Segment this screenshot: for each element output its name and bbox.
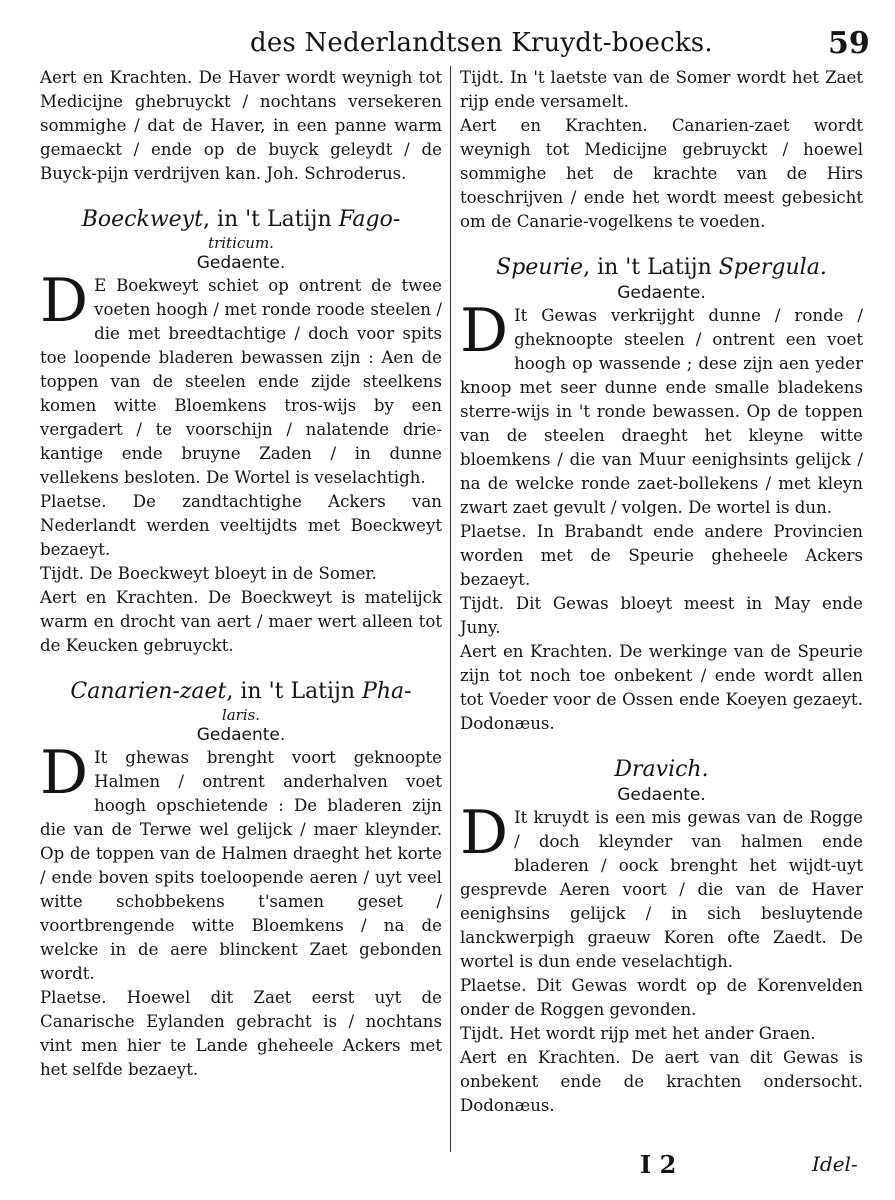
speurie-gedaente-paragraph — [460, 296, 863, 520]
boeckweyt-gedaente-text: E Boekweyt schiet op ontrent de twee voeten hoogh / met ronde roode steelen / die met breedtachtige / doch voor spits toe loopende bladeren bewassen zijn : Aen de toppen van de steelen ende zijde steelkens komen witte Bloemkens tros-wijs by een vergadert / te voorschijn / nalatende drie-kantige ende bruyne Zaden / in dunne vellekens besloten. De Wortel is veselachtigh. — [40, 276, 442, 487]
speurie-title-latin: Spergula. — [718, 255, 827, 280]
speurie-heading — [460, 254, 863, 282]
dravich-gedaente-text: It kruydt is een mis gewas van de Rogge / doch kleynder van halmen ende bladeren / oock brenght het wijdt-uyt gesprevde Aeren voort / die van de Haver eenighsins gelijck / in sich besluytende lanckwerpigh graeuw Koren ofte Zaedt. De wortel is dun ende veselachtigh. — [460, 808, 863, 971]
canarien-tijdt-paragraph: Tijdt. In 't laetste van de Somer wordt het Zaet rijp ende versamelt. — [460, 68, 863, 111]
dravich-heading — [460, 756, 863, 784]
running-head: des Nederlandtsen Kruydt-boecks. — [250, 28, 713, 58]
canarien-subtitle: laris. — [221, 706, 261, 724]
canarien-aert-paragraph: Aert en Krachten. Canarien-zaet wordt weynigh tot Medicijne gebruyckt / hoewel sommighe het de krachte van de Hirs toeschrijven / ende het wordt meest gebesicht om de Canarie-vogelkens te voeden. — [460, 116, 863, 231]
speurie-title-main: Speurie — [496, 255, 584, 280]
speurie-gedaente-label: Gedaente. — [617, 283, 706, 303]
boeckweyt-heading — [40, 206, 442, 234]
dravich-aert-paragraph: Aert en Krachten. De aert van dit Gewas is onbekent ende de krachten ondersocht. Dodonæus. — [460, 1048, 863, 1115]
boeckweyt-gedaente-label: Gedaente. — [196, 253, 286, 273]
right-column — [460, 66, 863, 1156]
boeckweyt-title-main: Boeckweyt — [81, 207, 203, 232]
haver-aert-paragraph: Aert en Krachten. De Haver wordt weynigh tot Medicijne ghebruyckt / nochtans versekeren sommighe / dat de Haver, in een panne warm gemaeckt / ende op de buyck geleydt / de Buyck-pijn verdrijven kan. Joh. Schroderus. — [40, 68, 442, 183]
signature-mark: I 2 — [640, 1150, 677, 1179]
column-divider — [450, 66, 451, 1152]
speurie-plaetse-paragraph: Plaetse. In Brabandt ende andere Provincien worden met de Speurie gheheele Ackers bezaeyt. — [460, 522, 863, 589]
dravich-plaetse-paragraph: Plaetse. Dit Gewas wordt op de Korenvelden onder de Roggen gevonden. — [460, 976, 863, 1019]
boeckweyt-aert-paragraph: Aert en Krachten. De Boeckweyt is matelijck warm en drocht van aert / maer wert alleen tot de Keucken gebruyckt. — [40, 588, 442, 655]
dravich-tijdt-paragraph: Tijdt. Het wordt rijp met het ander Graen. — [460, 1024, 816, 1043]
canarien-gedaente-paragraph — [40, 738, 442, 986]
canarien-gedaente-label: Gedaente. — [196, 725, 286, 745]
speurie-gedaente-text: It Gewas verkrijght dunne / ronde / gheknoopte steelen / ontrent een voet hoogh op wassende ; dese zijn aen yeder knoop met seer dunne ende smalle bladekens sterre-wijs in 't ronde bewassen. Op de toppen van de steelen draeght het kleyne witte bloemkens / die van Muur eenighsints gelijck / na de welcke ronde zaet-bollekens / met kleyn zwart zaet gevult / volgen. De wortel is dun. — [460, 306, 863, 517]
boeckweyt-tijdt-paragraph: Tijdt. De Boeckweyt bloeyt in de Somer. — [40, 564, 377, 583]
boeckweyt-gedaente-paragraph — [40, 266, 442, 490]
dravich-dropcap: D — [460, 798, 509, 868]
boeckweyt-title-rest: , in 't Latijn — [202, 207, 339, 232]
boeckweyt-subtitle: triticum. — [208, 234, 274, 252]
speurie-title-rest: , in 't Latijn — [583, 255, 719, 280]
page-header — [0, 28, 895, 68]
boeckweyt-title-latin: Fago- — [338, 207, 401, 232]
speurie-dropcap: D — [460, 296, 509, 366]
catchword: Idel- — [812, 1152, 858, 1176]
left-column — [40, 66, 442, 1156]
speurie-aert-paragraph: Aert en Krachten. De werkinge van de Speurie zijn tot noch toe onbekent / ende wordt allen tot Voeder voor de Ossen ende Koeyen gezaeyt. Dodonæus. — [460, 642, 863, 733]
canarien-title-latin: Pha- — [362, 679, 412, 704]
boeckweyt-dropcap: D — [40, 266, 89, 336]
dravich-title: Dravich. — [614, 757, 709, 782]
page-number: 59 — [828, 26, 870, 61]
canarien-plaetse-paragraph: Plaetse. Hoewel dit Zaet eerst uyt de Canarische Eylanden gebracht is / nochtans vint men hier te Lande gheheele Ackers met het selfde bezaeyt. — [40, 988, 442, 1079]
speurie-tijdt-paragraph: Tijdt. Dit Gewas bloeyt meest in May ende Juny. — [460, 594, 863, 637]
dravich-gedaente-label: Gedaente. — [617, 785, 706, 805]
canarien-dropcap: D — [40, 738, 89, 808]
canarien-heading — [40, 678, 442, 706]
boeckweyt-plaetse-paragraph: Plaetse. De zandtachtighe Ackers van Nederlandt werden veeltijdts met Boeckweyt bezaeyt. — [40, 492, 442, 559]
canarien-gedaente-text: It ghewas brenght voort geknoopte Halmen / ontrent anderhalven voet hoogh opschietende : De bladeren zijn die van de Terwe wel gelijck / maer kleynder. Op de toppen van de Halmen draeght het korte / ende boven spits toeloopende aeren / uyt veel witte schobbekens t'samen geset / voortbrengende witte Bloemkens / na de welcke in de aere blinckent Zaet gebonden wordt. — [40, 748, 442, 983]
canarien-title-rest: , in 't Latijn — [226, 679, 363, 704]
canarien-title-main: Canarien-zaet — [70, 679, 227, 704]
dravich-gedaente-paragraph — [460, 798, 863, 974]
